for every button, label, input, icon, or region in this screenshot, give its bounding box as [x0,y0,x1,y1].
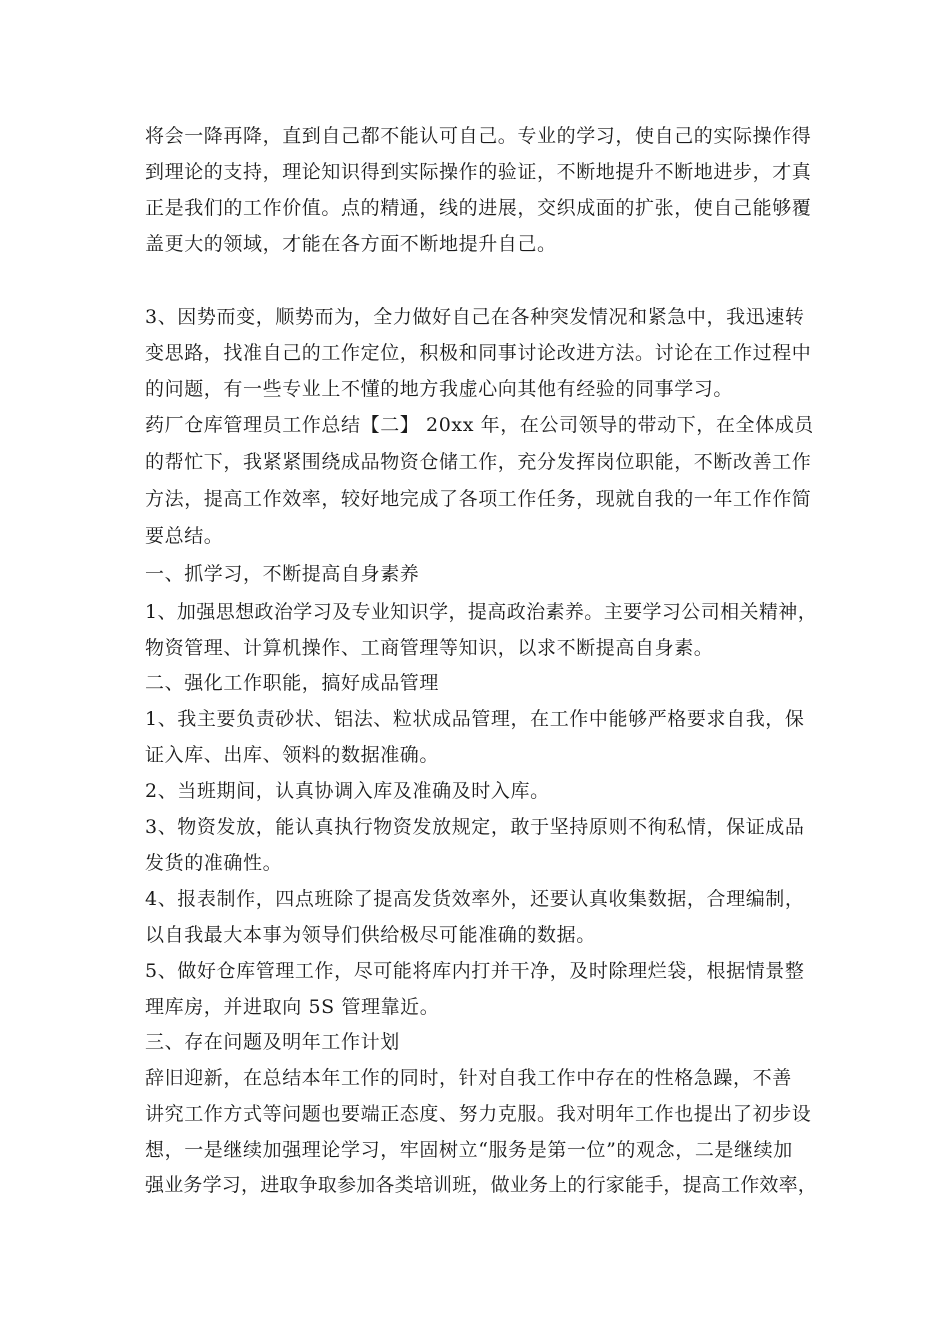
subheading-line: 一、抓学习，不断提高自身素养 [145,563,420,585]
text-line: 方法，提高工作效率，较好地完成了各项工作任务，现就自我的一年工作作简 [145,488,812,510]
text-line: 2、当班期间，认真协调入库及准确及时入库。 [145,780,550,802]
section-heading-line: 药厂仓库管理员工作总结【二】 20xx 年，在公司领导的带动下，在全体成员 [145,414,814,436]
text-line: 3、物资发放，能认真执行物资发放规定，敢于坚持原则不徇私情，保证成品 [145,816,805,838]
text-line: 变思路，找准自己的工作定位，积极和同事讨论改进方法。讨论在工作过程中 [145,342,812,364]
subheading-line: 三、存在问题及明年工作计划 [145,1031,400,1053]
text-line: 1、我主要负责砂状、铝法、粒状成品管理，在工作中能够严格要求自我，保 [145,708,805,730]
text-line: 1、加强思想政治学习及专业知识学，提高政治素养。主要学习公司相关精神， [145,601,818,623]
text-line: 辞旧迎新，在总结本年工作的同时，针对自我工作中存在的性格急躁，不善 [145,1067,792,1089]
text-line: 的问题，有一些专业上不懂的地方我虚心向其他有经验的同事学习。 [145,378,734,400]
text-line: 想，一是继续加强理论学习，牢固树立“服务是第一位”的观念，二是继续加 [145,1139,793,1161]
text-line: 以自我最大本事为领导们供给极尽可能准确的数据。 [145,924,596,946]
text-line: 正是我们的工作价值。点的精通，线的进展，交织成面的扩张，使自己能够覆 [145,197,812,219]
text-line: 的帮忙下，我紧紧围绕成品物资仓储工作，充分发挥岗位职能，不断改善工作 [145,451,812,473]
text-line: 到理论的支持，理论知识得到实际操作的验证，不断地提升不断地进步，才真 [145,161,812,183]
text-line: 5、做好仓库管理工作，尽可能将库内打并干净，及时除理烂袋，根据情景整 [145,960,805,982]
text-line: 物资管理、计算机操作、工商管理等知识，以求不断提高自身素。 [145,637,714,659]
text-line: 4、报表制作，四点班除了提高发货效率外，还要认真收集数据，合理编制， [145,888,805,910]
text-line: 发货的准确性。 [145,852,283,874]
text-line: 3、因势而变，顺势而为，全力做好自己在各种突发情况和紧急中，我迅速转 [145,306,805,328]
text-line: 盖更大的领域，才能在各方面不断地提升自己。 [145,233,557,255]
text-line: 讲究工作方式等问题也要端正态度、努力克服。我对明年工作也提出了初步设 [145,1103,812,1125]
text-line: 理库房，并进取向 5S 管理靠近。 [145,996,440,1018]
subheading-line: 二、强化工作职能，搞好成品管理 [145,672,440,694]
text-line: 将会一降再降，直到自己都不能认可自己。专业的学习，使自己的实际操作得 [145,125,812,147]
text-line: 要总结。 [145,525,224,547]
text-line: 证入库、出库、领料的数据准确。 [145,744,440,766]
text-line: 强业务学习，进取争取参加各类培训班，做业务上的行家能手，提高工作效率， [145,1174,818,1196]
